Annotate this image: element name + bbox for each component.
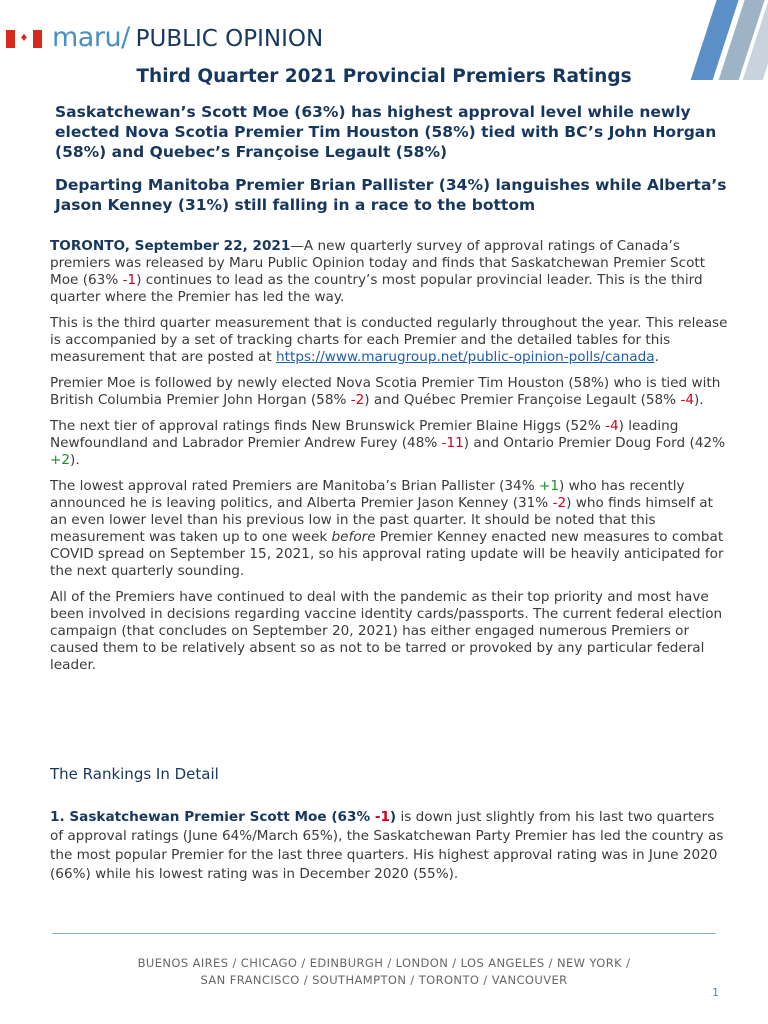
logo-slash: / <box>121 22 130 53</box>
change-value: -2 <box>552 495 567 511</box>
paragraph-2: This is the third quarter measurement that is conducted regularly throughout the year. This release is accompanied by a set of tracking charts for each Premier and the detailed tables for this measurement that are posted at https://www.marugroup.net/public-opinion-polls/canada. <box>50 315 728 365</box>
paragraph-1: TORONTO, September 22, 2021—A new quarterly survey of approval ratings of Canada’s premiers was released by Maru Public Opinion today and finds that Saskatchewan Premier Scott Moe (63% -1) continues to lead as the country’s most popular provincial leader. This is the third quarter where the Premier has led the way. <box>50 238 706 305</box>
page-header <box>0 0 768 70</box>
paragraph-6: All of the Premiers have continued to deal with the pandemic as their top priority and most have been involved in decisions regarding vaccine identity cards/passports. The current federal election campaign (that concludes on September 20, 2021) has either engaged numerous Premiers or caused them to be relatively absent so as not to be tarred or provoked by any particular federal leader. <box>50 589 723 673</box>
footer-line-1: BUENOS AIRES / CHICAGO / EDINBURGH / LONDON / LOS ANGELES / NEW YORK / <box>137 956 631 970</box>
logo-division: PUBLIC OPINION <box>135 26 324 52</box>
page-number: 1 <box>712 986 719 999</box>
change-value: -4 <box>605 418 619 434</box>
change-value: -2 <box>350 392 365 408</box>
change-value: -11 <box>441 435 464 451</box>
logo-text: maru <box>52 22 122 53</box>
document-title: Third Quarter 2021 Provincial Premiers Ratings <box>136 66 632 87</box>
body-text <box>50 238 730 683</box>
dateline: TORONTO, September 22, 2021 <box>50 238 291 254</box>
subheading-1: Saskatchewan’s Scott Moe (63%) has highest approval level while newly elected Nova Scotia Premier Tim Houston (58%) tied with BC’s John Horgan (58%) and Quebec’s Françoise Legault (58%) <box>55 103 717 161</box>
polls-link[interactable]: https://www.marugroup.net/public-opinion-polls/canada <box>276 349 655 365</box>
paragraph-5: The lowest approval rated Premiers are Manitoba’s Brian Pallister (34% +1) who has recently announced he is leaving politics, and Alberta Premier Jason Kenney (31% -2) who finds himself at an even lower level than his previous low in the past quarter. It should be noted that this measurement was taken up to one week before Premier Kenney enacted new measures to combat COVID spread on September 15, 2021, so his approval rating update will be heavily anticipated for the next quarterly sounding. <box>50 478 724 579</box>
maru-logo <box>52 22 323 53</box>
change-value: -1 <box>374 809 390 825</box>
canada-flag-icon: ♦ <box>6 30 42 48</box>
change-value: -4 <box>680 392 694 408</box>
change-value: -1 <box>122 272 137 288</box>
paragraph-3: Premier Moe is followed by newly elected Nova Scotia Premier Tim Houston (58%) who is tied with British Columbia Premier John Horgan (58% -2) and Québec Premier Françoise Legault (58% -4). <box>50 375 721 408</box>
change-value: +2 <box>50 452 71 468</box>
footer-offices <box>0 955 768 989</box>
footer-line-2: SAN FRANCISCO / SOUTHAMPTON / TORONTO / VANCOUVER <box>200 973 568 987</box>
paragraph-4: The next tier of approval ratings finds New Brunswick Premier Blaine Higgs (52% -4) leading Newfoundland and Labrador Premier Andrew Furey (48% -11) and Ontario Premier Doug Ford (42% +2). <box>50 418 726 468</box>
subheading-2: Departing Manitoba Premier Brian Pallister (34%) languishes while Alberta’s Jason Kenney (31%) still falling in a race to the bottom <box>55 176 727 214</box>
section-heading: The Rankings In Detail <box>50 765 219 783</box>
change-value: +1 <box>538 478 559 494</box>
ranking-detail-1: 1. Saskatchewan Premier Scott Moe (63% -1) is down just slightly from his last two quarters of approval ratings (June 64%/March 65%), the Saskatchewan Party Premier has led the country as the most popular Premier for the last three quarters. His highest approval rating was in June 2020 (66%) while his lowest rating was in December 2020 (55%). <box>50 809 724 882</box>
footer-divider <box>52 933 716 934</box>
